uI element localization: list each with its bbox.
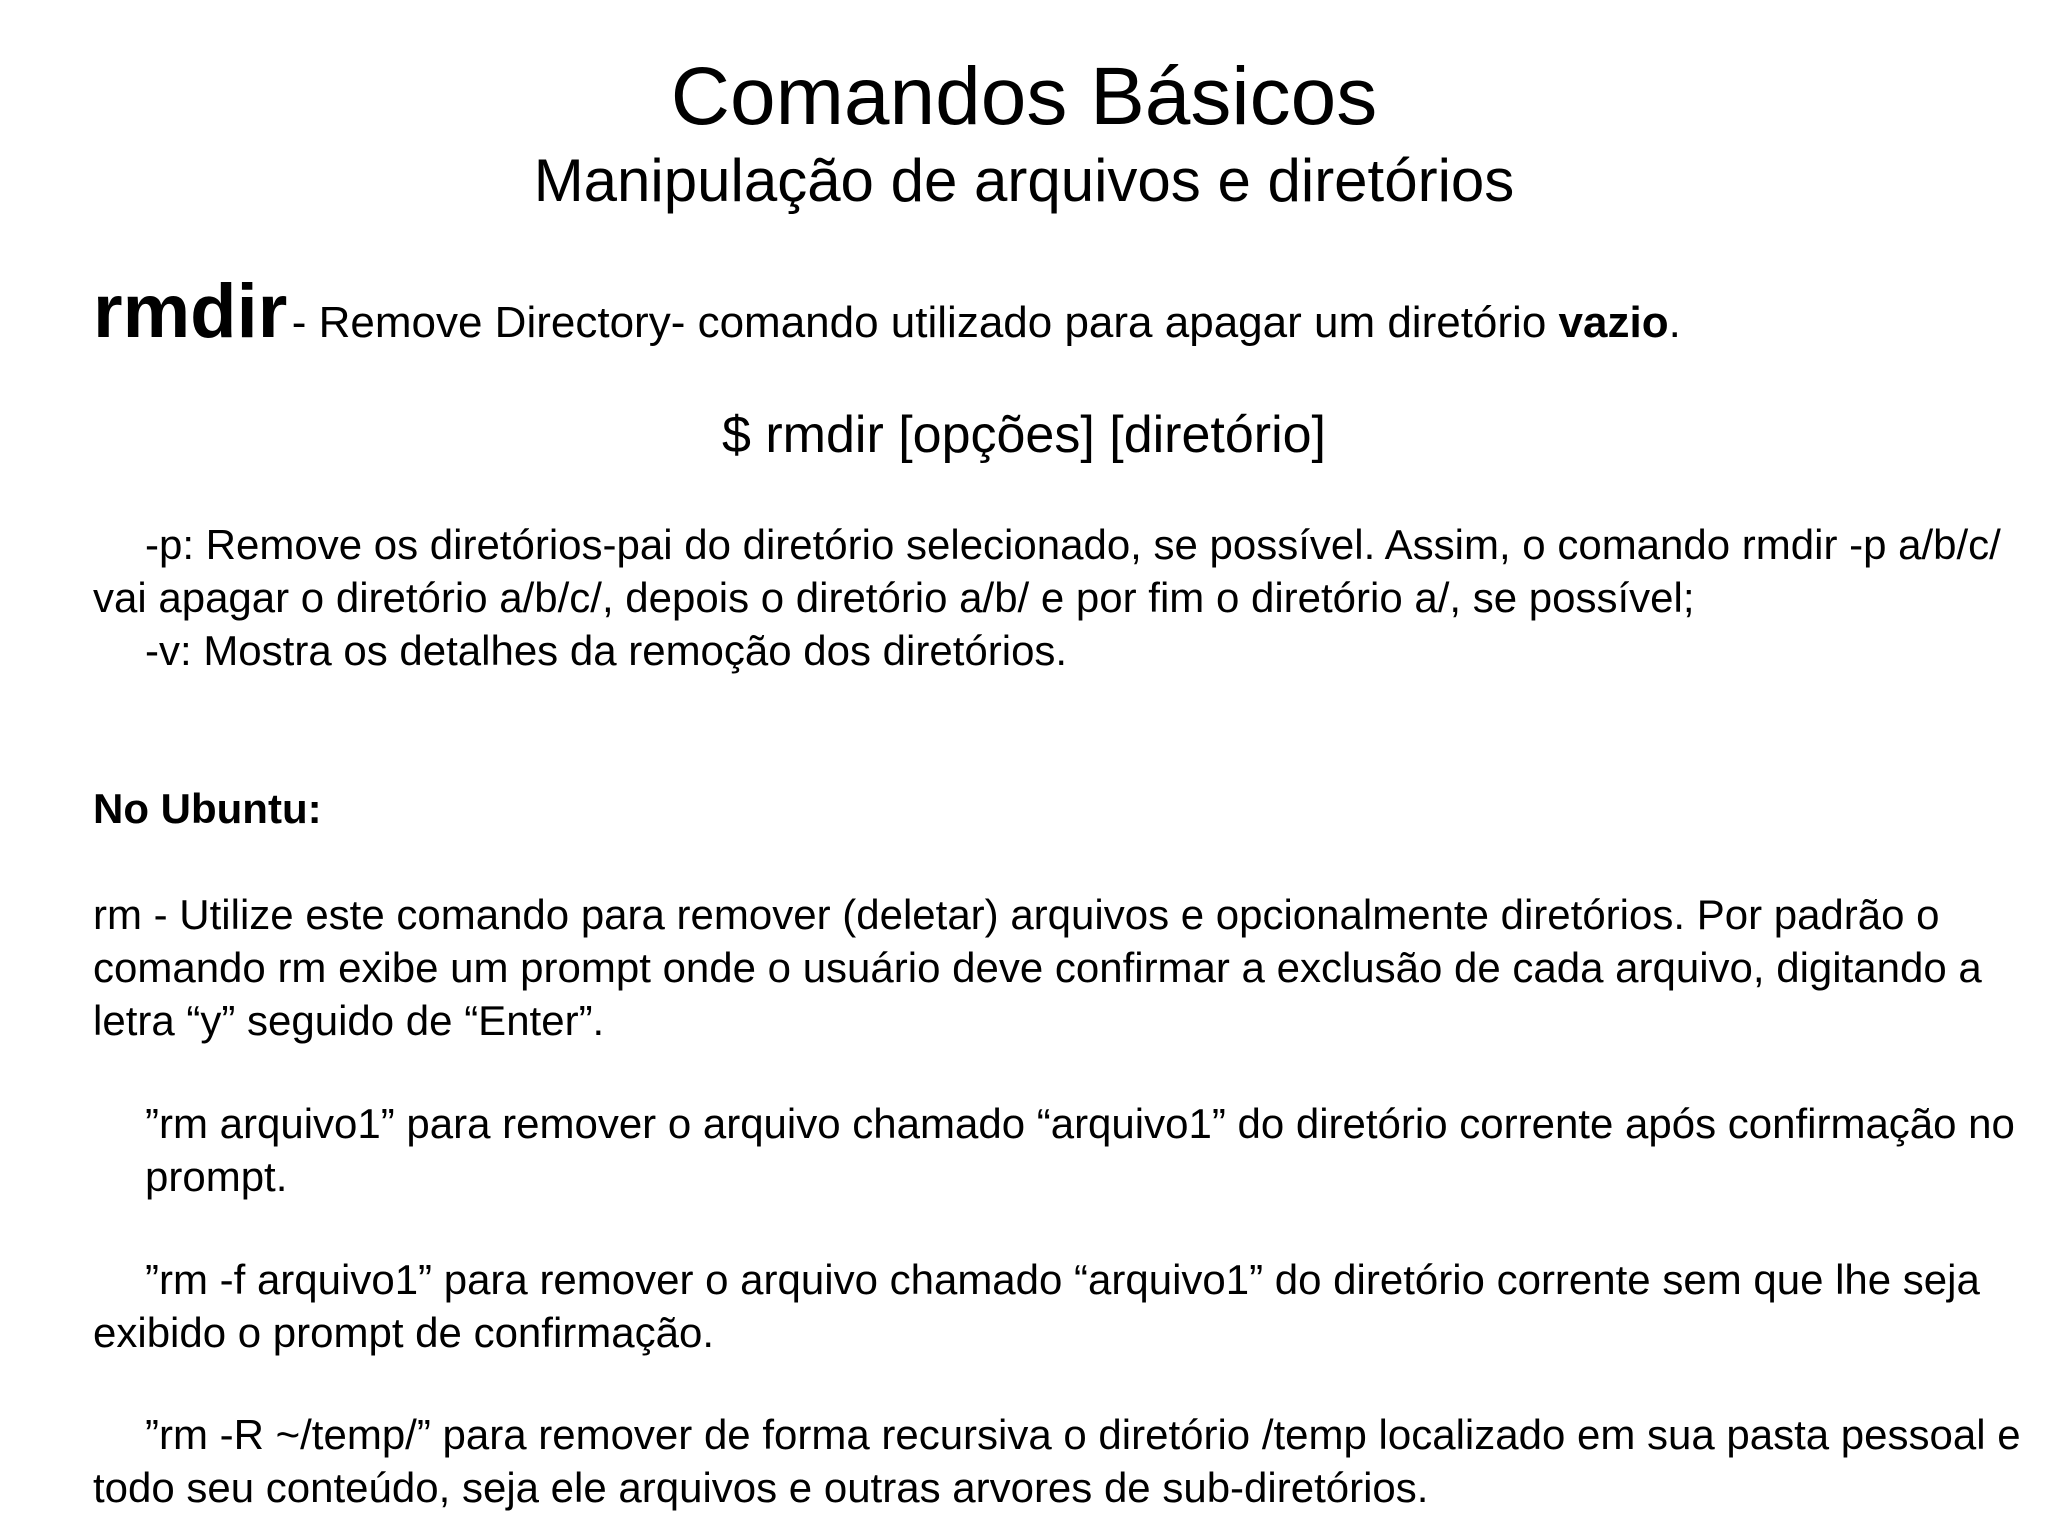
- rmdir-syntax: $ rmdir [opções] [diretório]: [721, 406, 1327, 464]
- rmdir-description: [292, 298, 1681, 347]
- rm-example-3-text: ”rm -R ~/temp/” para remover de forma recursiva o diretório /temp localizado em sua pasta pessoal e todo seu conteúdo, seja ele arquivos e outras arvores de sub-diretórios.: [93, 1411, 2021, 1511]
- rmdir-option-p-rest: rmdir -p a/b/c/ vai apagar o diretório a/b/c/, depois o diretório a/b/ e por fim o diretório a/, se possível;: [93, 521, 2001, 621]
- rm-description: rm - Utilize este comando para remover (deletar) arquivos e opcionalmente diretórios. Por padrão o comando rm exibe um prompt onde o usuário deve confirmar a exclusão de cada arquivo, digitando a letra “y” seguido de “Enter”.: [93, 891, 1982, 1044]
- rmdir-options: [93, 518, 2023, 677]
- rmdir-heading: [93, 268, 1993, 355]
- rmdir-option-p: [93, 518, 2023, 624]
- rmdir-description-end: .: [1668, 298, 1681, 347]
- rm-example-2: [93, 1253, 2023, 1359]
- rmdir-command-name: rmdir: [93, 269, 288, 354]
- rm-example-3: [93, 1408, 2023, 1514]
- rm-example-1: [93, 1097, 2023, 1203]
- rm-example-1-text: ”rm arquivo1” para remover o arquivo chamado “arquivo1” do diretório corrente após confirmação no prompt.: [145, 1100, 2015, 1200]
- rmdir-description-text: - Remove Directory- comando utilizado para apagar um diretório: [291, 298, 1547, 347]
- rmdir-description-bold: vazio: [1558, 298, 1669, 347]
- slide-title: Comandos Básicos: [670, 51, 1378, 142]
- slide-subtitle: Manipulação de arquivos e diretórios: [533, 147, 1515, 214]
- rmdir-option-p-first: -p: Remove os diretórios-pai do diretório selecionado, se possível. Assim, o comando: [145, 521, 1731, 568]
- rmdir-option-v: -v: Mostra os detalhes da remoção dos diretórios.: [145, 627, 1068, 674]
- rm-example-2-text: ”rm -f arquivo1” para remover o arquivo chamado “arquivo1” do diretório corrente sem que lhe seja exibido o prompt de confirmação.: [93, 1256, 1980, 1356]
- ubuntu-heading: No Ubuntu:: [93, 785, 322, 832]
